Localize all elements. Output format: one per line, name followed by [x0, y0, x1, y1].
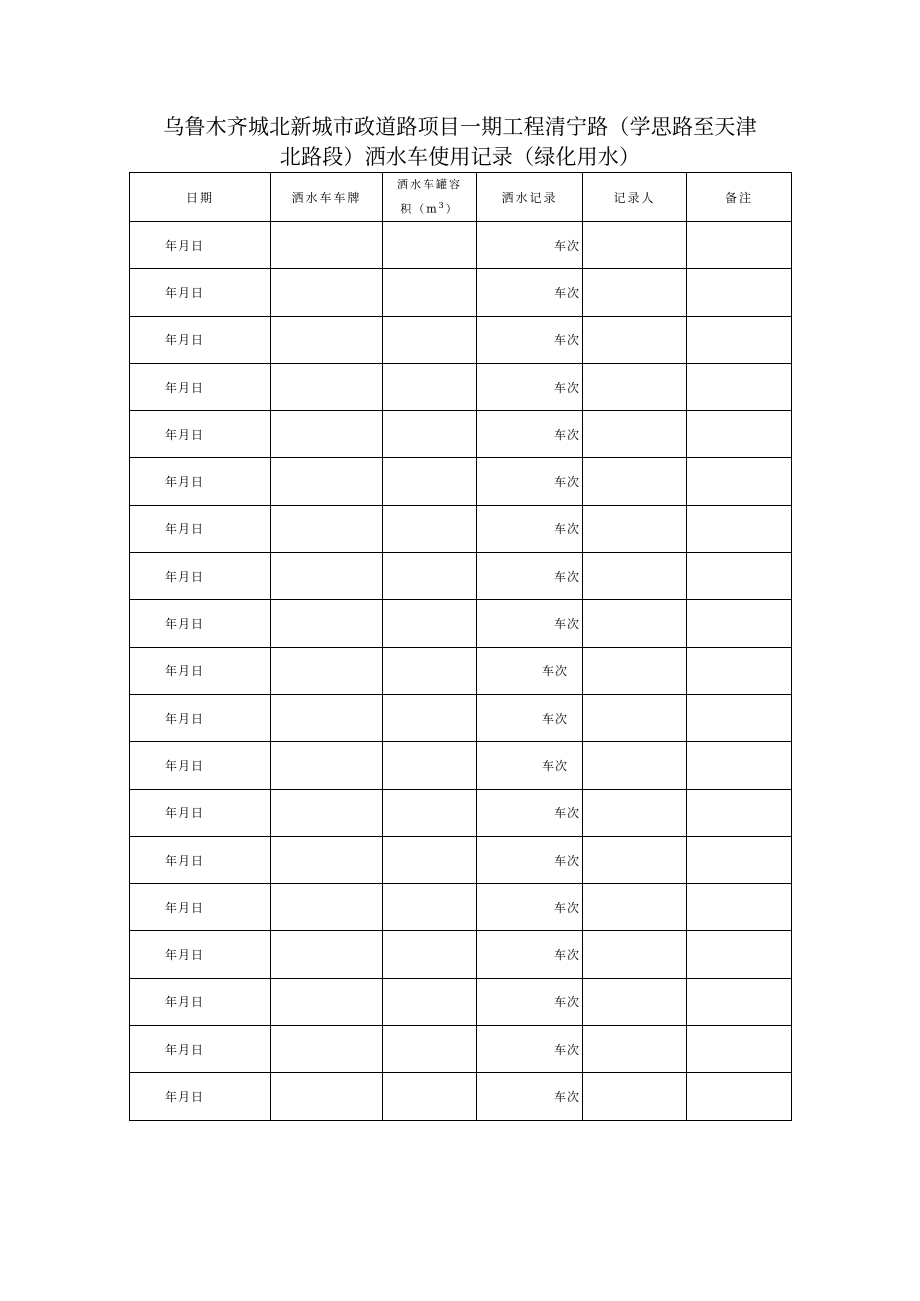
cell-capacity[interactable] — [383, 647, 477, 694]
cell-recorder[interactable] — [583, 458, 687, 505]
cell-date[interactable]: 年月日 — [130, 363, 271, 410]
cell-remarks[interactable] — [687, 789, 792, 836]
table-row — [130, 694, 792, 741]
cell-capacity[interactable] — [383, 458, 477, 505]
cell-date[interactable]: 年月日 — [130, 978, 271, 1025]
cell-date[interactable]: 年月日 — [130, 647, 271, 694]
cell-plate[interactable] — [271, 269, 383, 316]
cell-remarks[interactable] — [687, 553, 792, 600]
cell-date[interactable]: 年月日 — [130, 411, 271, 458]
cell-recorder[interactable] — [583, 789, 687, 836]
cell-date[interactable]: 年月日 — [130, 742, 271, 789]
cell-record[interactable]: 车次 — [477, 600, 583, 647]
cell-plate[interactable] — [271, 222, 383, 269]
table-row — [130, 458, 792, 505]
cell-plate[interactable] — [271, 1073, 383, 1120]
cell-capacity[interactable] — [383, 931, 477, 978]
cell-recorder[interactable] — [583, 742, 687, 789]
cell-recorder[interactable] — [583, 553, 687, 600]
cell-record[interactable]: 车次 — [477, 978, 583, 1025]
cell-capacity[interactable] — [383, 553, 477, 600]
cell-record[interactable]: 车次 — [477, 458, 583, 505]
cell-date[interactable]: 年月日 — [130, 1026, 271, 1073]
cell-capacity[interactable] — [383, 269, 477, 316]
cell-remarks[interactable] — [687, 458, 792, 505]
header-capacity-sup: 3 — [438, 201, 446, 211]
cell-remarks[interactable] — [687, 600, 792, 647]
cell-record[interactable]: 车次 — [477, 222, 583, 269]
cell-recorder[interactable] — [583, 505, 687, 552]
cell-recorder[interactable] — [583, 647, 687, 694]
cell-date[interactable]: 年月日 — [130, 505, 271, 552]
cell-recorder[interactable] — [583, 316, 687, 363]
cell-record[interactable]: 车次 — [477, 363, 583, 410]
cell-plate[interactable] — [271, 647, 383, 694]
cell-recorder[interactable] — [583, 1026, 687, 1073]
table-row — [130, 363, 792, 410]
cell-capacity[interactable] — [383, 978, 477, 1025]
table-row — [130, 931, 792, 978]
table-row — [130, 411, 792, 458]
cell-remarks[interactable] — [687, 222, 792, 269]
table-row — [130, 505, 792, 552]
cell-remarks[interactable] — [687, 1073, 792, 1120]
cell-record[interactable]: 车次 — [477, 269, 583, 316]
cell-capacity[interactable] — [383, 742, 477, 789]
cell-remarks[interactable] — [687, 1026, 792, 1073]
cell-remarks[interactable] — [687, 836, 792, 883]
cell-plate[interactable] — [271, 1026, 383, 1073]
cell-recorder[interactable] — [583, 363, 687, 410]
table-row — [130, 600, 792, 647]
cell-date[interactable]: 年月日 — [130, 836, 271, 883]
cell-capacity[interactable] — [383, 1073, 477, 1120]
cell-record[interactable]: 车次 — [477, 742, 583, 789]
cell-date[interactable]: 年月日 — [130, 600, 271, 647]
table-row — [130, 1073, 792, 1120]
cell-remarks[interactable] — [687, 742, 792, 789]
cell-record[interactable]: 车次 — [477, 647, 583, 694]
cell-plate[interactable] — [271, 884, 383, 931]
cell-remarks[interactable] — [687, 978, 792, 1025]
cell-plate[interactable] — [271, 694, 383, 741]
cell-recorder[interactable] — [583, 600, 687, 647]
header-capacity-suffix: ） — [445, 202, 459, 216]
header-recorder: 记录人 — [583, 173, 687, 222]
cell-recorder[interactable] — [583, 694, 687, 741]
cell-date[interactable]: 年月日 — [130, 222, 271, 269]
sprinkler-usage-table — [129, 172, 792, 1121]
cell-record[interactable]: 车次 — [477, 931, 583, 978]
cell-remarks[interactable] — [687, 316, 792, 363]
document-title — [128, 112, 792, 172]
cell-date[interactable]: 年月日 — [130, 316, 271, 363]
cell-date[interactable]: 年月日 — [130, 789, 271, 836]
cell-record[interactable]: 车次 — [477, 884, 583, 931]
header-plate: 洒水车车牌 — [271, 173, 383, 222]
cell-record[interactable]: 车次 — [477, 411, 583, 458]
cell-record[interactable]: 车次 — [477, 505, 583, 552]
table-row — [130, 269, 792, 316]
title-line-1: 乌鲁木齐城北新城市政道路项目一期工程清宁路（学思路至天津 — [163, 115, 757, 139]
cell-capacity[interactable] — [383, 836, 477, 883]
cell-date[interactable]: 年月日 — [130, 1073, 271, 1120]
cell-record[interactable]: 车次 — [477, 789, 583, 836]
cell-plate[interactable] — [271, 363, 383, 410]
cell-record[interactable]: 车次 — [477, 553, 583, 600]
cell-record[interactable]: 车次 — [477, 1073, 583, 1120]
cell-plate[interactable] — [271, 789, 383, 836]
cell-date[interactable]: 年月日 — [130, 694, 271, 741]
cell-remarks[interactable] — [687, 884, 792, 931]
cell-date[interactable]: 年月日 — [130, 931, 271, 978]
cell-plate[interactable] — [271, 742, 383, 789]
table-row — [130, 836, 792, 883]
cell-capacity[interactable] — [383, 411, 477, 458]
header-date: 日期 — [130, 173, 271, 222]
cell-plate[interactable] — [271, 836, 383, 883]
header-remarks: 备注 — [687, 173, 792, 222]
cell-plate[interactable] — [271, 505, 383, 552]
cell-recorder[interactable] — [583, 978, 687, 1025]
table-row — [130, 884, 792, 931]
cell-remarks[interactable] — [687, 269, 792, 316]
cell-plate[interactable] — [271, 411, 383, 458]
table-row — [130, 1026, 792, 1073]
table-row — [130, 789, 792, 836]
cell-date[interactable]: 年月日 — [130, 884, 271, 931]
table-header-row — [130, 173, 792, 222]
header-capacity-line1: 洒水车罐容 — [397, 178, 462, 192]
cell-plate[interactable] — [271, 931, 383, 978]
cell-remarks[interactable] — [687, 647, 792, 694]
cell-capacity[interactable] — [383, 222, 477, 269]
cell-capacity[interactable] — [383, 789, 477, 836]
cell-plate[interactable] — [271, 978, 383, 1025]
cell-record[interactable]: 车次 — [477, 694, 583, 741]
cell-capacity[interactable] — [383, 600, 477, 647]
cell-plate[interactable] — [271, 553, 383, 600]
cell-remarks[interactable] — [687, 931, 792, 978]
title-line-2: 北路段）洒水车使用记录（绿化用水） — [279, 145, 641, 169]
cell-remarks[interactable] — [687, 411, 792, 458]
cell-recorder[interactable] — [583, 1073, 687, 1120]
cell-date[interactable]: 年月日 — [130, 553, 271, 600]
table-row — [130, 647, 792, 694]
cell-date[interactable]: 年月日 — [130, 269, 271, 316]
header-capacity — [383, 173, 477, 222]
cell-plate[interactable] — [271, 600, 383, 647]
cell-plate[interactable] — [271, 316, 383, 363]
cell-record[interactable]: 车次 — [477, 836, 583, 883]
table-row — [130, 978, 792, 1025]
cell-capacity[interactable] — [383, 316, 477, 363]
header-capacity-prefix: 积（m — [400, 202, 439, 216]
cell-capacity[interactable] — [383, 363, 477, 410]
table-body — [130, 222, 792, 1121]
cell-recorder[interactable] — [583, 269, 687, 316]
cell-remarks[interactable] — [687, 694, 792, 741]
cell-recorder[interactable] — [583, 836, 687, 883]
table-row — [130, 742, 792, 789]
table-row — [130, 222, 792, 269]
cell-recorder[interactable] — [583, 411, 687, 458]
cell-date[interactable]: 年月日 — [130, 458, 271, 505]
cell-capacity[interactable] — [383, 1026, 477, 1073]
cell-recorder[interactable] — [583, 884, 687, 931]
cell-remarks[interactable] — [687, 505, 792, 552]
header-record: 洒水记录 — [477, 173, 583, 222]
cell-recorder[interactable] — [583, 222, 687, 269]
cell-capacity[interactable] — [383, 884, 477, 931]
cell-remarks[interactable] — [687, 363, 792, 410]
cell-recorder[interactable] — [583, 931, 687, 978]
table-row — [130, 553, 792, 600]
cell-plate[interactable] — [271, 458, 383, 505]
cell-record[interactable]: 车次 — [477, 1026, 583, 1073]
cell-record[interactable]: 车次 — [477, 316, 583, 363]
cell-capacity[interactable] — [383, 505, 477, 552]
cell-capacity[interactable] — [383, 694, 477, 741]
table-row — [130, 316, 792, 363]
